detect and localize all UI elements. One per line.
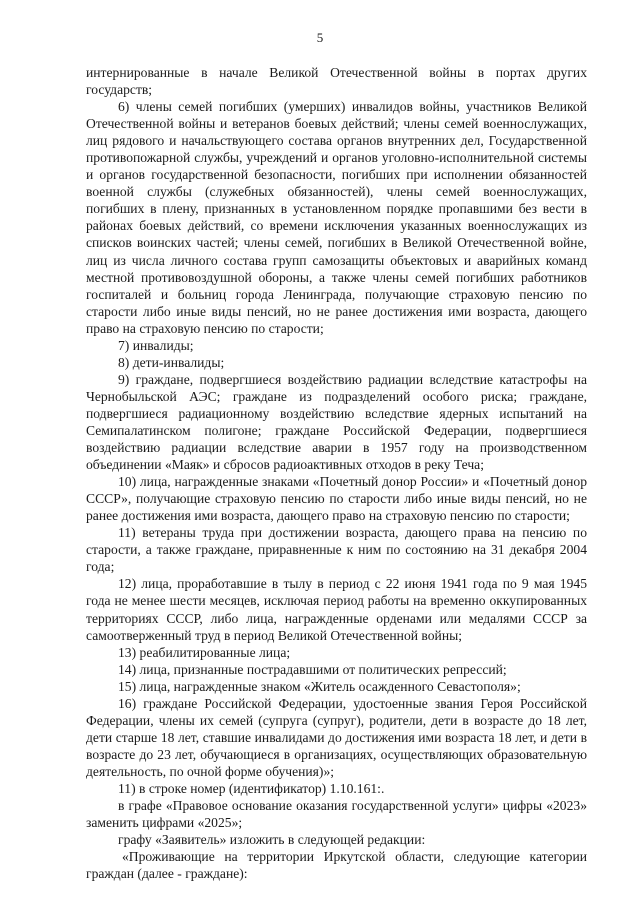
paragraph-item-11: 11) ветераны труда при достижении возраста, дающего права на пенсию по старости, а также граждане, приравненные к ним по состоянию на 31 декабря 2004 года; [86,525,587,575]
paragraph-interned: интернированные в начале Великой Отечественной войны в портах других государств; [86,65,587,98]
page-number: 5 [316,30,324,45]
paragraph-item-14: 14) лица, признанные пострадавшими от политических репрессий; [118,661,507,677]
paragraph-item-7: 7) инвалиды; [118,337,194,353]
paragraph-row-identifier: 11) в строке номер (идентификатор) 1.10.161:. [118,780,385,796]
paragraph-item-12: 12) лица, проработавшие в тылу в период с 22 июня 1941 года по 9 мая 1945 года не менее шести месяцев, исключая период работы на временно оккупированных территориях СССР, либо лица, награжденные орденами или медалями СССР за самоотверженный труд в период Великой Отечественной войны; [86,576,587,643]
paragraph-residents: «Проживающие на территории Иркутской области, следующие категории граждан (далее - граждане): [86,849,587,882]
paragraph-item-10: 10) лица, награжденные знаками «Почетный донор России» и «Почетный донор СССР», получающие страховую пенсию по старости либо иные виды пенсий, но не ранее достижения ими возраста, дающего право на страховую пенсию по старости; [86,474,587,524]
document-body [86,64,587,882]
paragraph-item-13: 13) реабилитированные лица; [118,644,291,660]
paragraph-applicant-column: графу «Заявитель» изложить в следующей редакции: [118,832,426,848]
paragraph-item-9: 9) граждане, подвергшиеся воздействию радиации вследствие катастрофы на Чернобыльской АЭС; граждане из подразделений особого риска; граждане, подвергшиеся радиационному воздействию вследствие ядерных испытаний на Семипалатинском полигоне; граждане Российской Федерации, подвергшиеся воздействию радиации вследствие аварии в 1957 году на производственном объединении «Маяк» и сбросов радиоактивных отходов в реку Теча; [86,371,587,473]
paragraph-item-8: 8) дети-инвалиды; [118,354,225,370]
paragraph-item-16: 16) граждане Российской Федерации, удостоенные звания Героя Российской Федерации, члены их семей (супруга (супруг), родители, дети в возрасте до 18 лет, дети старше 18 лет, ставшие инвалидами до достижения ими возраста 18 лет, и дети в возрасте до 23 лет, обучающиеся в организациях, осуществляющих образовательную деятельность, по очной форме обучения)»; [86,695,587,779]
paragraph-item-15: 15) лица, награжденные знаком «Житель осажденного Севастополя»; [118,678,521,694]
paragraph-item-6: 6) члены семей погибших (умерших) инвалидов войны, участников Великой Отечественной войны и ветеранов боевых действий; члены семей военнослужащих, лиц рядового и начальствующего состава органов внутренних дел, Государственной противопожарной службы, учреждений и органов уголовно-исполнительной системы и органов государственной безопасности, погибших при исполнении обязанностей военной службы (служебных обязанностей), члены семей военнослужащих, погибших в плену, признанных в установленном порядке пропавшими без вести в районах боевых действий, со времени исключения указанных военнослужащих из списков воинских частей; члены семей, погибших в Великой Отечественной войне, лиц из числа личного состава групп самозащиты объектовых и аварийных команд местной противовоздушной обороны, а также члены семей погибших работников госпиталей и больниц города Ленинграда, получающие страховую пенсию по старости либо иные виды пенсий, но не ранее достижения ими возраста, дающего право на страховую пенсию по старости; [86,99,587,336]
paragraph-legal-basis: в графе «Правовое основание оказания государственной услуги» цифры «2023» заменить цифрами «2025»; [86,798,587,831]
